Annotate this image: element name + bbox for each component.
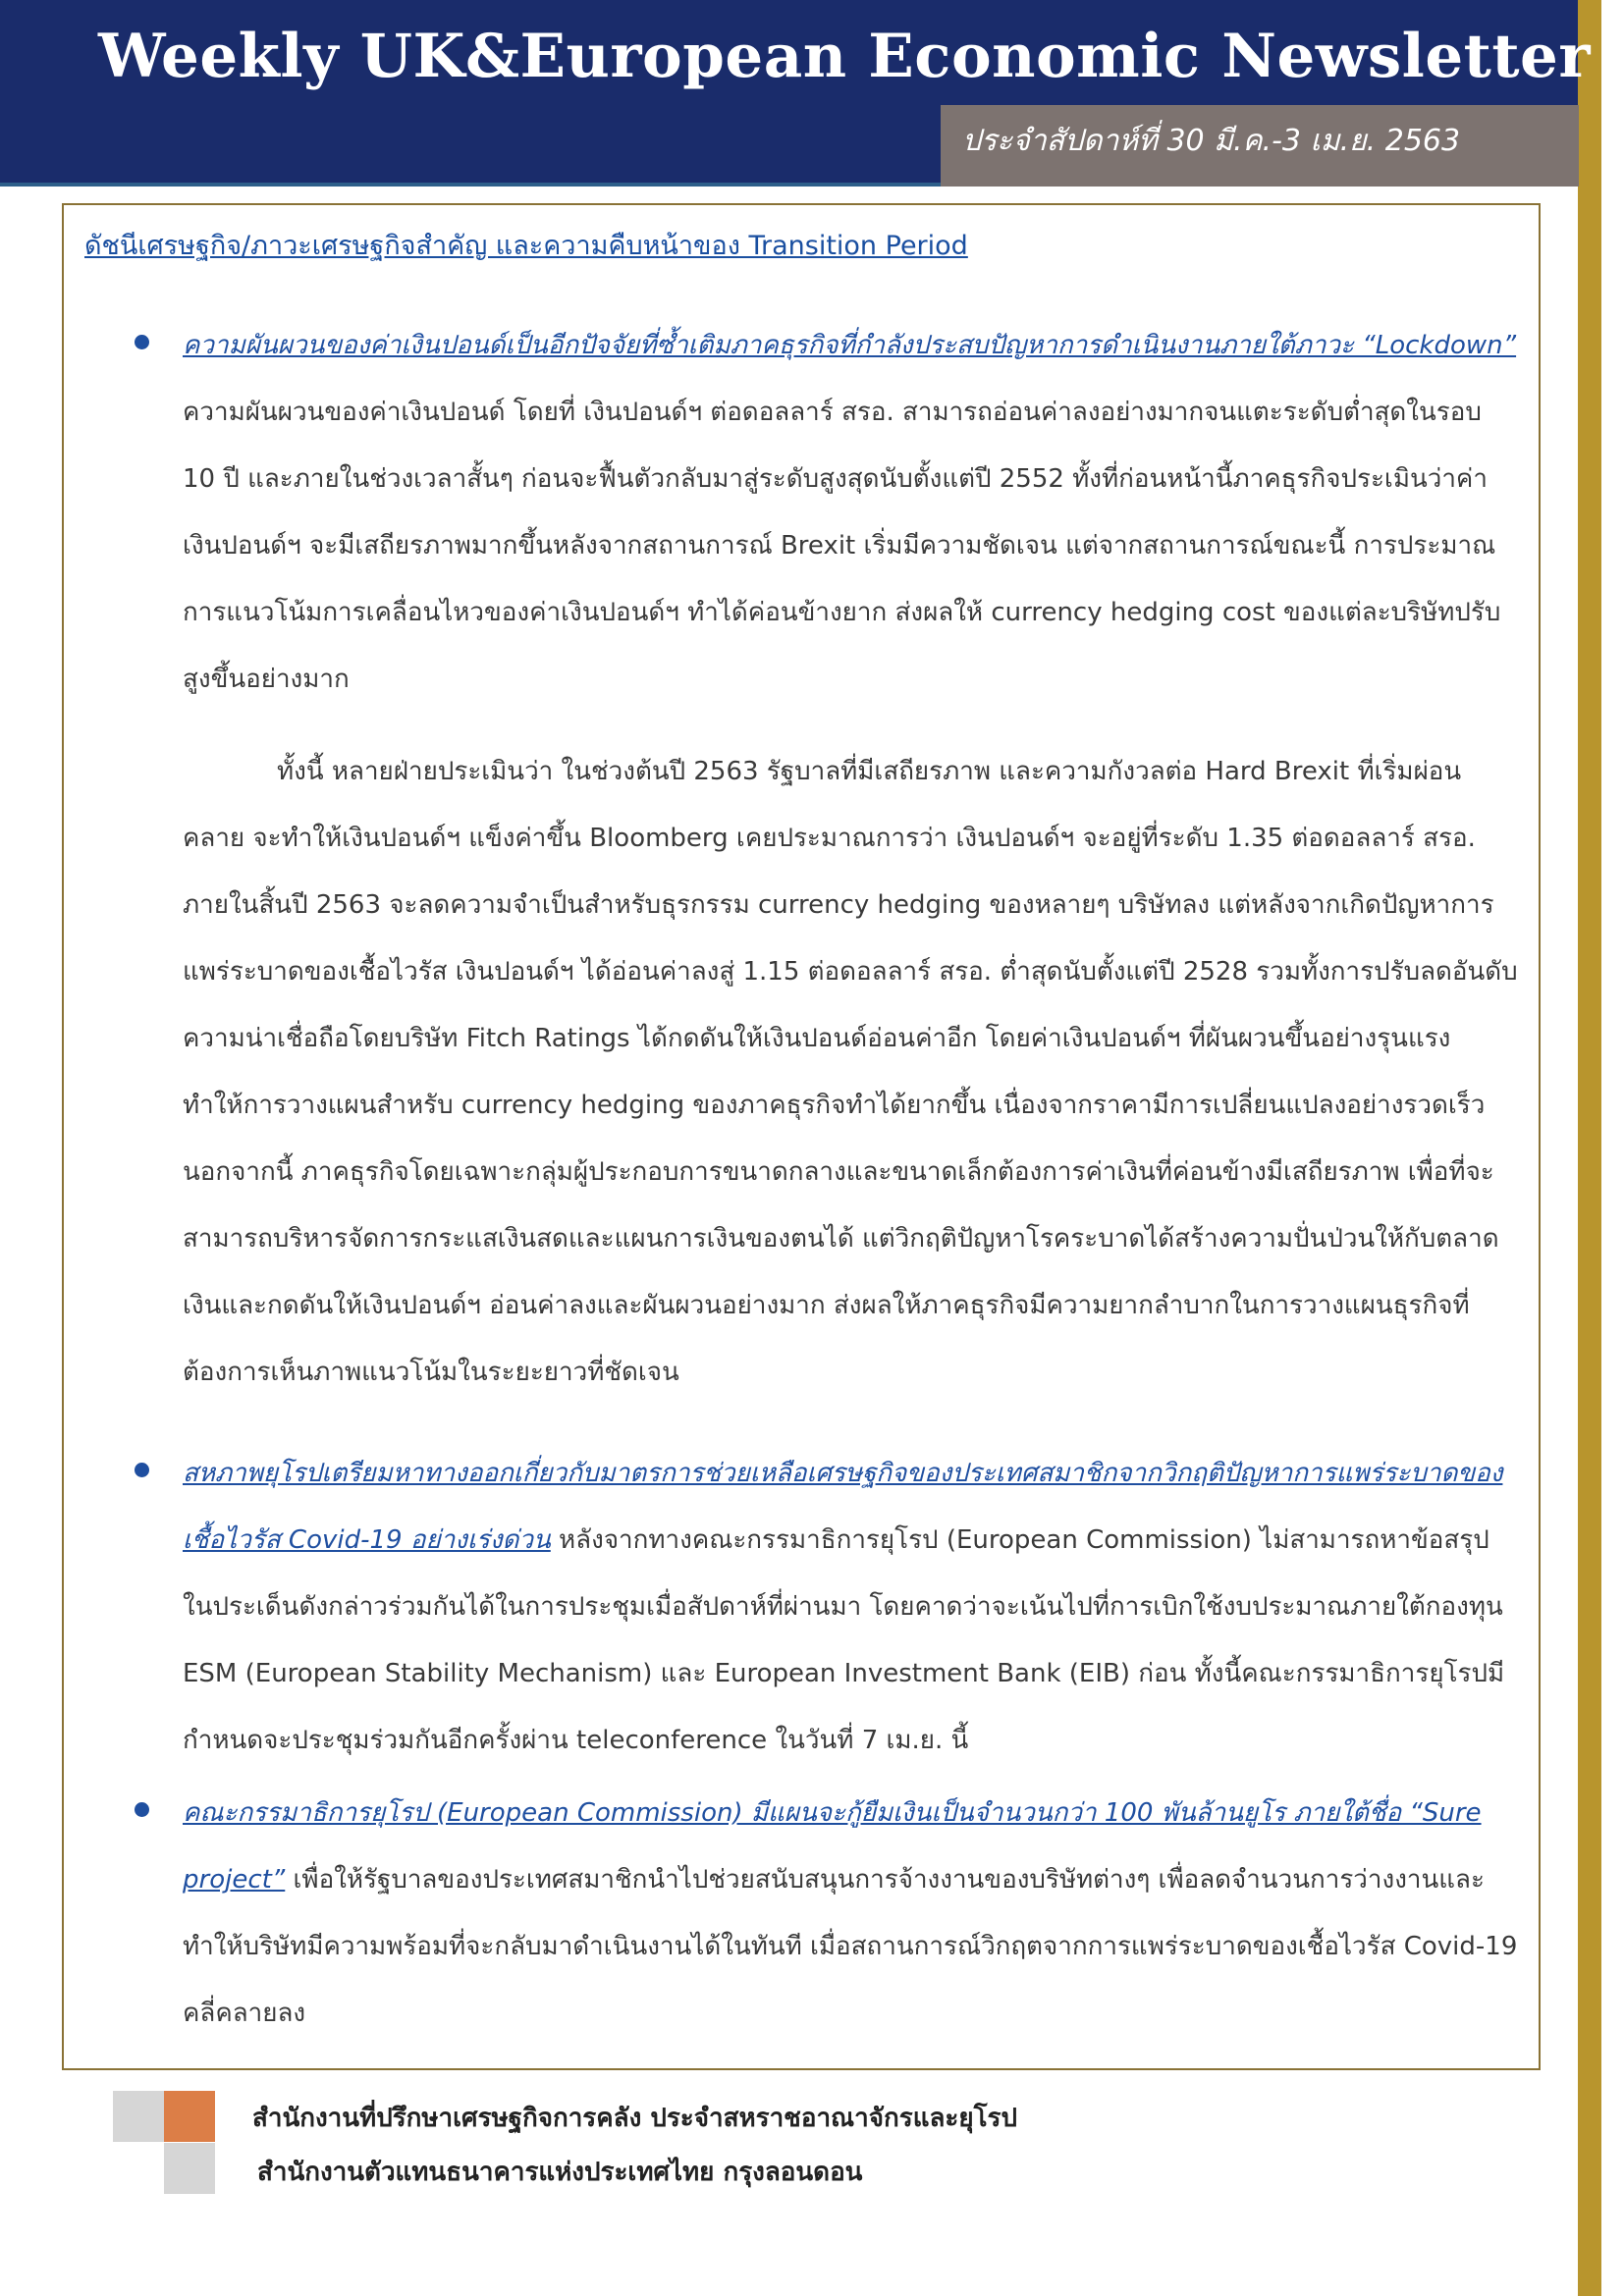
bullet-icon xyxy=(135,1463,149,1477)
news-item-1 xyxy=(183,312,1518,713)
news-item-2-link[interactable]: สหภาพยุโรปเตรียมหาทางออกเกี่ยวกับมาตรการช่วยเหลือเศรษฐกิจของประเทศสมาชิกจากวิกฤติปัญหาการแพร่ระบาดของเชื้อไวรัส Covid-19 อย่างเร่งด่วน xyxy=(183,1459,1503,1555)
news-item-1-body: ความผันผวนของค่าเงินปอนด์ โดยที่ เงินปอนด์ฯ ต่อดอลลาร์ สรอ. สามารถอ่อนค่าลงอย่างมากจนแตะระดับต่ำสุดในรอบ 10 ปี และภายในช่วงเวลาสั้นๆ ก่อนจะฟื้นตัวกลับมาสู่ระดับสูงสุดนับตั้งแต่ปี 2552 ทั้งที่ก่อนหน้านี้ภาคธุรกิจประเมินว่าค่าเงินปอนด์ฯ จะมีเสถียรภาพมากขึ้นหลังจากสถานการณ์ Brexit เริ่มมีความชัดเจน แต่จากสถานการณ์ขณะนี้ การประมาณการแนวโน้มการเคลื่อนไหวของค่าเงินปอนด์ฯ ทำได้ค่อนข้างยาก ส่งผลให้ currency hedging cost ของแต่ละบริษัทปรับสูงขึ้นอย่างมาก xyxy=(183,398,1501,694)
logo-square-gray-2 xyxy=(164,2143,215,2194)
news-item-2 xyxy=(183,1440,1518,1774)
logo-square-gray-1 xyxy=(113,2091,164,2142)
bullet-icon xyxy=(135,1802,149,1817)
footer-office-line2: สำนักงานตัวแทนธนาคารแห่งประเทศไทย กรุงลอนดอน xyxy=(257,2158,863,2187)
news-item-2-body: หลังจากทางคณะกรรมาธิการยุโรป (European Commission) ไม่สามารถหาข้อสรุปในประเด็นดังกล่าวร่วมกันได้ในการประชุมเมื่อสัปดาห์ที่ผ่านมา โดยคาดว่าจะเน้นไปที่การเบิกใช้งบประมาณภายใต้กองทุน ESM (European Stability Mechanism) และ European Investment Bank (EIB) ก่อน ทั้งนี้คณะกรรมาธิการยุโรปมีกำหนดจะประชุมร่วมกันอีกครั้งผ่าน teleconference ในวันที่ 7 เม.ย. นี้ xyxy=(183,1525,1505,1755)
news-item-3-link[interactable]: คณะกรรมาธิการยุโรป (European Commission) มีแผนจะกู้ยืมเงินเป็นจำนวนกว่า 100 พันล้านยูโร ภายใต้ชื่อ “Sure project” xyxy=(183,1798,1482,1895)
issue-date: ประจำสัปดาห์ที่ 30 มี.ค.-3 เม.ย. 2563 xyxy=(962,124,1461,158)
newsletter-title: Weekly UK&European Economic Newsletter xyxy=(98,22,1591,91)
right-gold-stripe xyxy=(1578,0,1601,2296)
news-item-3 xyxy=(183,1780,1518,2047)
logo-square-orange xyxy=(164,2091,215,2142)
bullet-icon xyxy=(135,335,149,349)
footer-office-line1: สำนักงานที่ปรึกษาเศรษฐกิจการคลัง ประจำสหราชอาณาจักรและยุโรป xyxy=(252,2104,1018,2133)
news-item-3-body: เพื่อให้รัฐบาลของประเทศสมาชิกนำไปช่วยสนับสนุนการจ้างงานของบริษัทต่างๆ เพื่อลดจำนวนการว่างงานและทำให้บริษัทมีความพร้อมที่จะกลับมาดำเนินงานได้ในทันที เมื่อสถานการณ์วิกฤตจากการแพร่ระบาดของเชื้อไวรัส Covid-19 คลี่คลายลง xyxy=(183,1865,1518,2028)
section-heading-link[interactable]: ดัชนีเศรษฐกิจ/ภาวะเศรษฐกิจสำคัญ และความคืบหน้าของ Transition Period xyxy=(84,231,968,261)
news-item-1-link[interactable]: ความผันผวนของค่าเงินปอนด์เป็นอีกปัจจัยที่ซ้ำเติมภาคธุรกิจที่กำลังประสบปัญหาการดำเนินงานภายใต้ภาวะ “Lockdown” xyxy=(183,331,1517,360)
news-item-1-followup: ทั้งนี้ หลายฝ่ายประเมินว่า ในช่วงต้นปี 2563 รัฐบาลที่มีเสถียรภาพ และความกังวลต่อ Hard Brexit ที่เริ่มผ่อนคลาย จะทำให้เงินปอนด์ฯ แข็งค่าขึ้น Bloomberg เคยประมาณการว่า เงินปอนด์ฯ จะอยู่ที่ระดับ 1.35 ต่อดอลลาร์ สรอ. ภายในสิ้นปี 2563 จะลดความจำเป็นสำหรับธุรกรรม currency hedging ของหลายๆ บริษัทลง แต่หลังจากเกิดปัญหาการแพร่ระบาดของเชื้อไวรัส เงินปอนด์ฯ ได้อ่อนค่าลงสู่ 1.15 ต่อดอลลาร์ สรอ. ต่ำสุดนับตั้งแต่ปี 2528 รวมทั้งการปรับลดอันดับความน่าเชื่อถือโดยบริษัท Fitch Ratings ได้กดดันให้เงินปอนด์อ่อนค่าอีก โดยค่าเงินปอนด์ฯ ที่ผันผวนขึ้นอย่างรุนแรง ทำให้การวางแผนสำหรับ currency hedging ของภาคธุรกิจทำได้ยากขึ้น เนื่องจากราคามีการเปลี่ยนแปลงอย่างรวดเร็ว นอกจากนี้ ภาคธุรกิจโดยเฉพาะกลุ่มผู้ประกอบการขนาดกลางและขนาดเล็กต้องการค่าเงินที่ค่อนข้างมีเสถียรภาพ เพื่อที่จะสามารถบริหารจัดการกระแสเงินสดและแผนการเงินของตนได้ แต่วิกฤติปัญหาโรคระบาดได้สร้างความปั่นป่วนให้กับตลาดเงินและกดดันให้เงินปอนด์ฯ อ่อนค่าลงและผันผวนอย่างมาก ส่งผลให้ภาคธุรกิจมีความยากลำบากในการวางแผนธุรกิจที่ต้องการเห็นภาพแนวโน้มในระยะยาวที่ชัดเจน xyxy=(183,757,1518,1387)
